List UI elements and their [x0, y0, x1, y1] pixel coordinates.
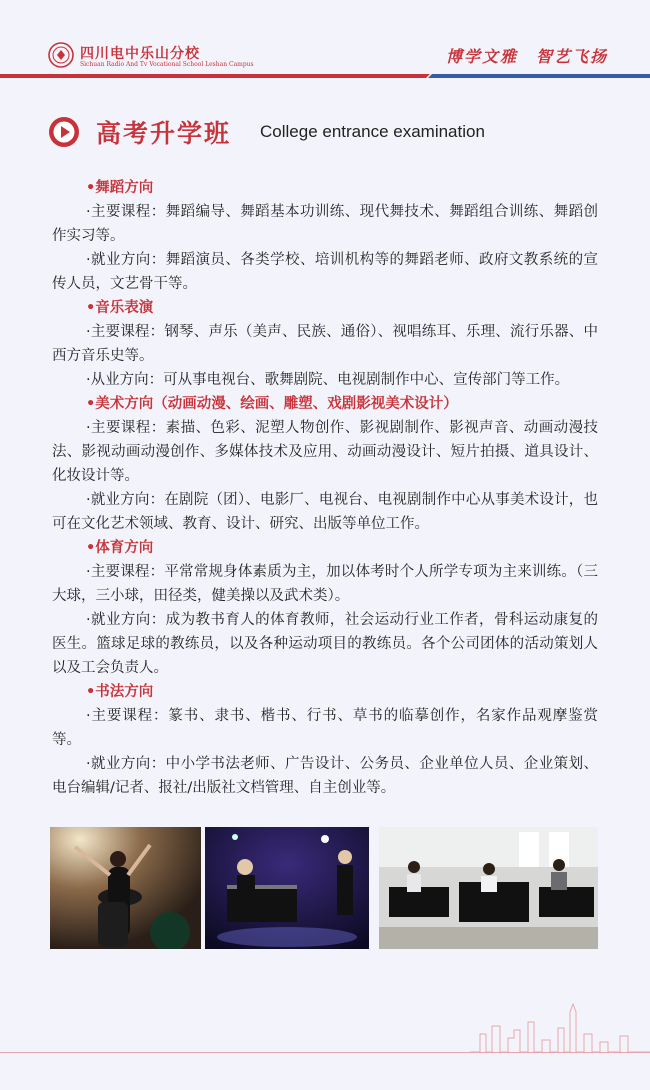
title-en: College entrance examination	[260, 122, 485, 141]
skyline-decoration	[470, 1000, 650, 1056]
content	[52, 176, 598, 800]
paragraph: ·主要课程：舞蹈编导、舞蹈基本功训练、现代舞技术、舞蹈组合训练、舞蹈创作实习等。	[52, 204, 598, 244]
paragraph: ·主要课程：钢琴、声乐（美声、民族、通俗）、视唱练耳、乐理、流行乐器、中西方音乐史等。	[52, 324, 598, 364]
section-title	[48, 112, 608, 152]
paragraph: ·就业方向：在剧院（团）、电影厂、电视台、电视剧制作中心从事美术设计，也可在文化艺术领域、教育、设计、研究、出版等单位工作。	[52, 492, 598, 532]
paragraph: ·就业方向：中小学书法老师、广告设计、公务员、企业单位人员、企业策划、电台编辑/记者、报社/出版社文档管理、自主创业等。	[52, 756, 598, 796]
section-heading: •音乐表演	[86, 300, 154, 316]
footer-divider	[0, 1052, 650, 1056]
school-seal-icon	[48, 42, 74, 68]
school-name-en: Sichuan Radio And Tv Vocational School Leshan Campus	[80, 61, 254, 68]
header-divider	[0, 72, 650, 82]
paragraph: ·就业方向：成为教书育人的体育教师，社会运动行业工作者，骨科运动康复的医生。篮球足球的教练员，以及各种运动项目的教练员。各个公司团体的活动策划人以及工会负责人。	[52, 612, 598, 676]
section-music	[52, 296, 598, 392]
photo-strip	[50, 827, 598, 949]
section-art	[52, 392, 598, 536]
header	[0, 0, 650, 82]
section-heading: •舞蹈方向	[86, 180, 154, 196]
piano-classroom-photo	[379, 827, 598, 949]
piano-stage-photo	[205, 827, 369, 949]
section-dance	[52, 176, 598, 296]
section-heading: •体育方向	[86, 540, 154, 556]
paragraph: ·主要课程：素描、色彩、泥塑人物创作、影视剧制作、影视声音、动画动漫技法、影视动画动漫创作、多媒体技术及应用、动画动漫设计、短片拍摄、道具设计、化妆设计等。	[52, 420, 598, 484]
dance-photo	[50, 827, 201, 949]
play-icon	[48, 116, 80, 148]
school-name-cn: 四川电中乐山分校	[80, 46, 200, 62]
section-calligraphy	[52, 680, 598, 800]
section-heading: •美术方向（动画动漫、绘画、雕塑、戏剧影视美术设计）	[86, 396, 458, 412]
section-heading: •书法方向	[86, 684, 154, 700]
paragraph: ·就业方向：舞蹈演员、各类学校、培训机构等的舞蹈老师、政府文教系统的宣传人员，文艺骨干等。	[52, 252, 598, 292]
paragraph: ·从业方向：可从事电视台、歌舞剧院、电视剧制作中心、宣传部门等工作。	[86, 372, 570, 388]
section-sports	[52, 536, 598, 680]
paragraph: ·主要课程：篆书、隶书、楷书、行书、草书的临摹创作，名家作品观摩鉴赏等。	[52, 708, 598, 748]
slogan: 博学文雅 智艺飞扬	[445, 47, 608, 66]
title-cn: 高考升学班	[96, 119, 232, 148]
paragraph: ·主要课程：平常常规身体素质为主，加以体考时个人所学专项为主来训练。（三大球，三小球，田径类，健美操以及武术类）。	[52, 564, 598, 604]
